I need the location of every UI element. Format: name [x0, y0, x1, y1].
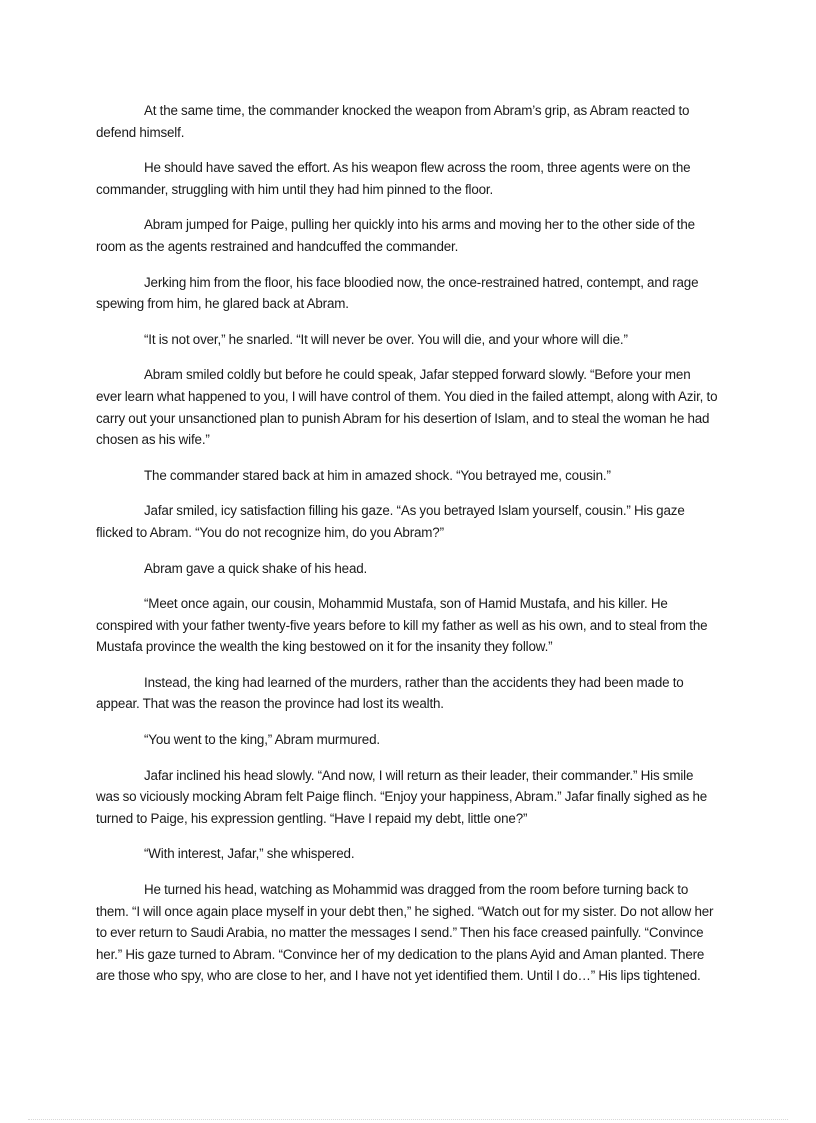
paragraph-10: “Meet once again, our cousin, Mohammid Mustafa, son of Hamid Mustafa, and his killer. He conspired with your father twenty-five years before to kill my father as well as his own, and to steal from the Mustafa province the wealth the king bestowed on it for the insanity they follow.”: [96, 596, 708, 655]
document-body: [96, 100, 718, 1001]
paragraph-3: Abram jumped for Paige, pulling her quickly into his arms and moving her to the other side of the room as the agents restrained and handcuffed the commander.: [96, 217, 695, 254]
footer-divider: [28, 1119, 788, 1120]
paragraph-7: The commander stared back at him in amazed shock. “You betrayed me, cousin.”: [144, 467, 611, 483]
paragraph-11: Instead, the king had learned of the murders, rather than the accidents they had been made to appear. That was the reason the province had lost its wealth.: [96, 674, 684, 712]
paragraph-8: Jafar smiled, icy satisfaction filling his gaze. “As you betrayed Islam yourself, cousin.” His gaze flicked to Abram. “You do not recognize him, do you Abram?”: [96, 503, 685, 540]
paragraph-2: He should have saved the effort. As his weapon flew across the room, three agents were on the commander, struggling with him until they had him pinned to the floor.: [96, 160, 691, 197]
paragraph-9: Abram gave a quick shake of his head.: [144, 560, 368, 576]
paragraph-14: “With interest, Jafar,” she whispered.: [144, 846, 355, 862]
paragraph-15: He turned his head, watching as Mohammid was dragged from the room before turning back to them. “I will once again place myself in your debt then,” he sighed. “Watch out for my sister. Do not allow her to ever return to Saudi Arabia, no matter the messages I send.” Then his face creased painfully. “Convince her.” His gaze turned to Abram. “Convince her of my dedication to the plans Ayid and Aman planted. There are those who spy, who are close to her, and I have not yet identified them. Until I do…” His lips tightened.: [96, 882, 714, 984]
paragraph-12: “You went to the king,” Abram murmured.: [144, 732, 380, 748]
paragraph-13: Jafar inclined his head slowly. “And now, I will return as their leader, their commander.” His smile was so viciously mocking Abram felt Paige flinch. “Enjoy your happiness, Abram.” Jafar finally sighed as he turned to Paige, his expression gentling. “Have I repaid my debt, little one?”: [96, 767, 708, 826]
paragraph-4: Jerking him from the floor, his face bloodied now, the once-restrained hatred, contempt, and rage spewing from him, he glared back at Abram.: [96, 274, 699, 312]
paragraph-6: Abram smiled coldly but before he could speak, Jafar stepped forward slowly. “Before your men ever learn what happened to you, I will have control of them. You died in the failed attempt, along with Azir, to carry out your unsanctioned plan to punish Abram for his desertion of Islam, and to steal the woman he had chosen as his wife.”: [96, 367, 718, 448]
paragraph-1: At the same time, the commander knocked the weapon from Abram’s grip, as Abram reacted to defend himself.: [96, 103, 690, 140]
paragraph-5: “It is not over,” he snarled. “It will never be over. You will die, and your whore will die.”: [144, 331, 628, 347]
